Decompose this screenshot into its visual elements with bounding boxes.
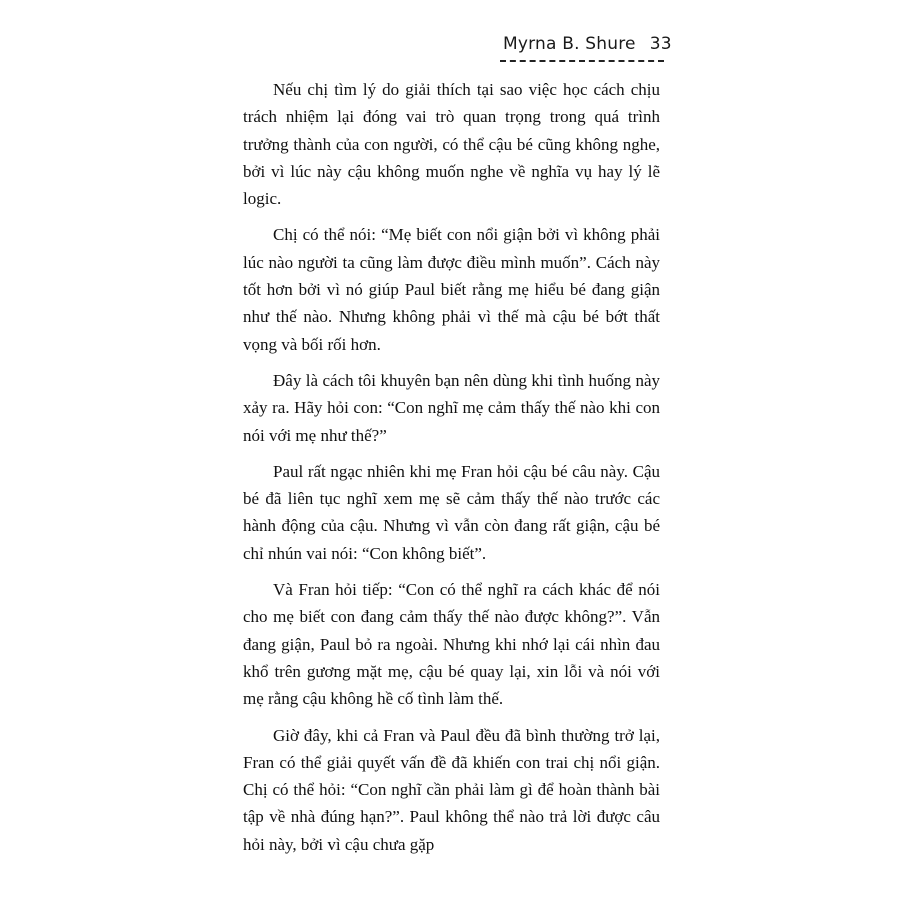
running-header (503, 34, 672, 54)
header-divider (500, 60, 664, 62)
paragraph: Chị có thể nói: “Mẹ biết con nổi giận bởi vì không phải lúc nào người ta cũng làm được điều mình muốn”. Cách này tốt hơn bởi vì nó giúp Paul biết rằng mẹ hiểu bé đang giận như thế nào. Nhưng không phải vì thế mà cậu bé bớt thất vọng và bối rối hơn. (243, 225, 660, 354)
paragraph: Và Fran hỏi tiếp: “Con có thể nghĩ ra cách khác để nói cho mẹ biết con đang cảm thấy thế nào được không?”. Vẫn đang giận, Paul bỏ ra ngoài. Nhưng khi nhớ lại cái nhìn đau khổ trên gương mặt mẹ, cậu bé quay lại, xin lỗi và nói với mẹ rằng cậu không hề cố tình làm thế. (243, 580, 660, 709)
paragraph: Nếu chị tìm lý do giải thích tại sao việc học cách chịu trách nhiệm lại đóng vai trò quan trọng trong quá trình trưởng thành của con người, có thể cậu bé cũng không nghe, bởi vì lúc này cậu không muốn nghe về nghĩa vụ hay lý lẽ logic. (243, 80, 660, 209)
page-number: 33 (649, 34, 672, 54)
paragraph: Paul rất ngạc nhiên khi mẹ Fran hỏi cậu bé câu này. Cậu bé đã liên tục nghĩ xem mẹ sẽ cảm thấy thế nào trước các hành động của cậu. Nhưng vì vẫn còn đang rất giận, cậu bé chỉ nhún vai nói: “Con không biết”. (243, 461, 660, 563)
body-text (243, 76, 660, 867)
header-author: Myrna B. Shure (503, 34, 636, 54)
paragraph: Giờ đây, khi cả Fran và Paul đều đã bình thường trở lại, Fran có thể giải quyết vấn đề đã khiến con trai chị nổi giận. Chị có thể hỏi: “Con nghĩ cần phải làm gì để hoàn thành bài tập về nhà đúng hạn?”. Paul không thể nào trả lời được câu hỏi này, bởi vì cậu chưa gặp (243, 725, 660, 854)
paragraph: Đây là cách tôi khuyên bạn nên dùng khi tình huống này xảy ra. Hãy hỏi con: “Con nghĩ mẹ cảm thấy thế nào khi con nói với mẹ như thế?” (243, 370, 660, 445)
